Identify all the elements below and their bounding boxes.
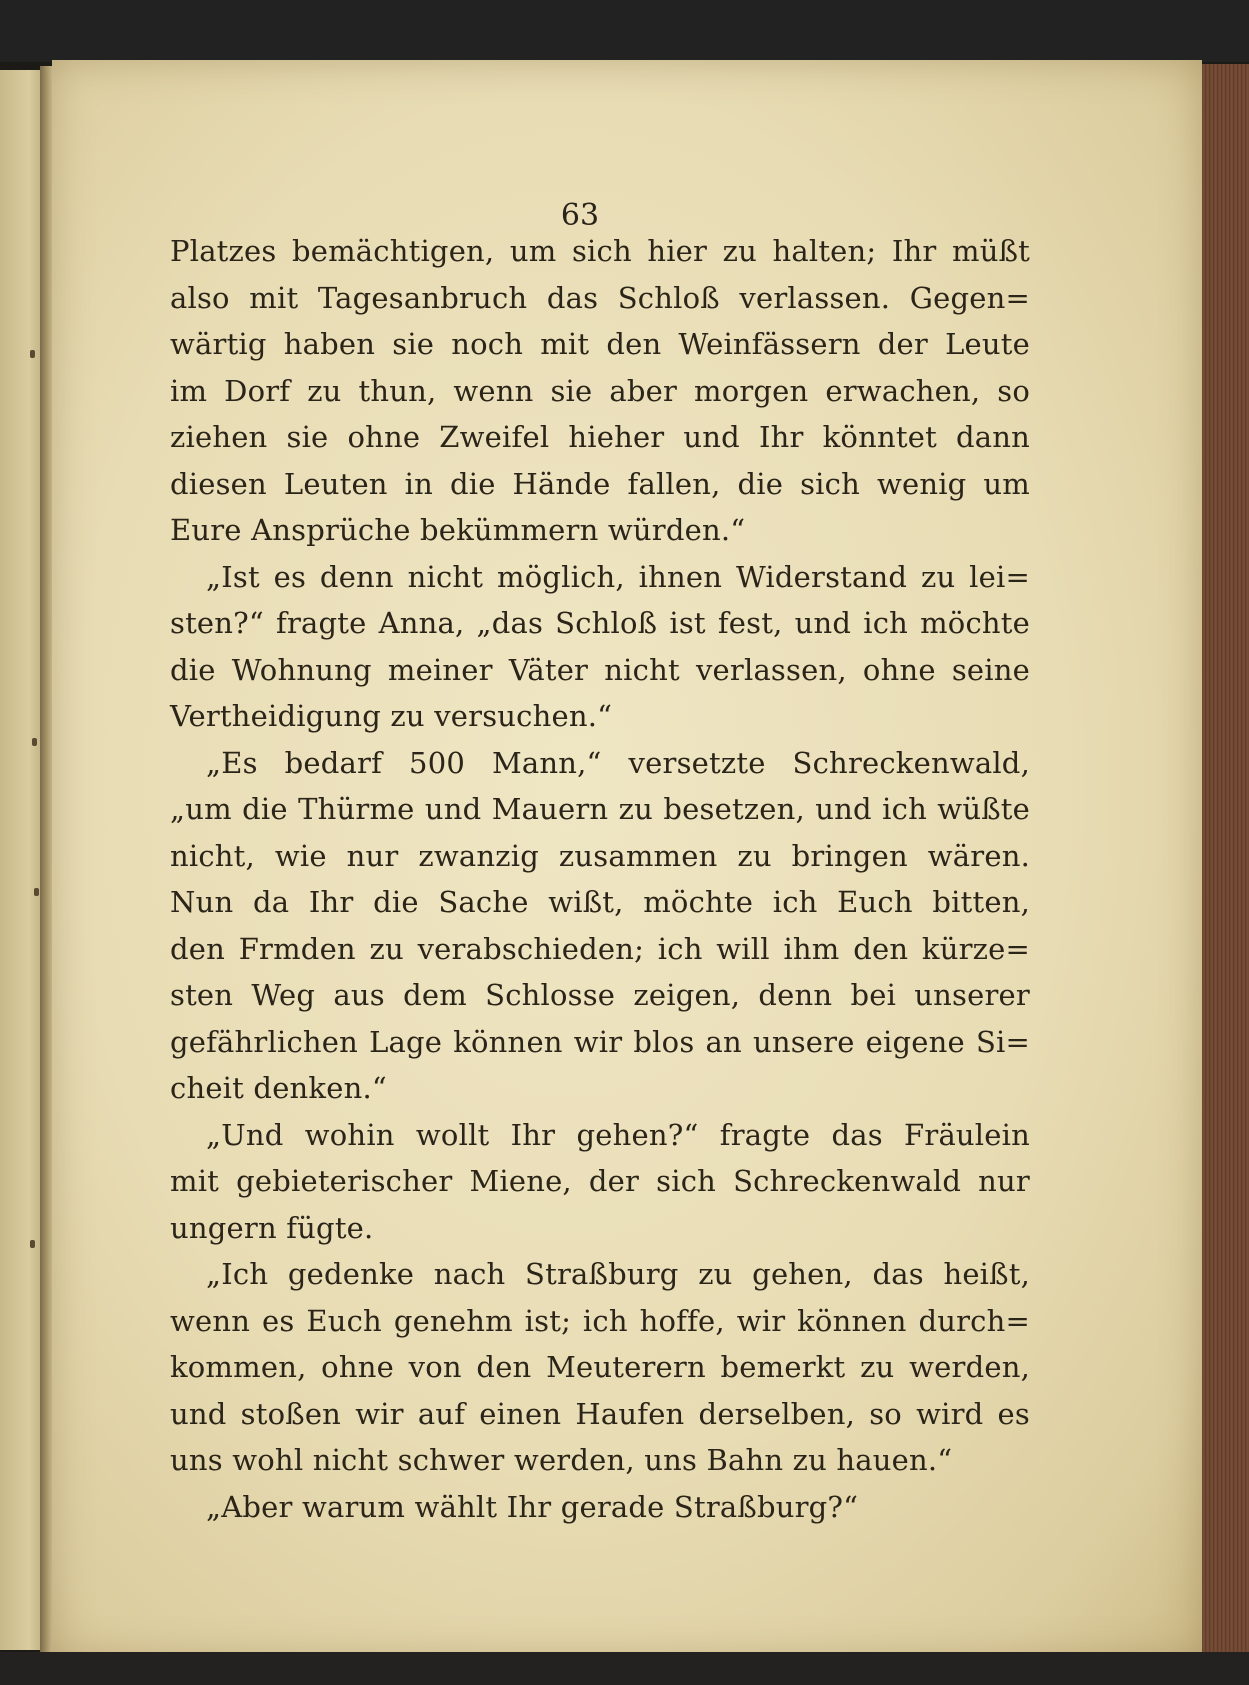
margin-speck [30,350,35,358]
text-line: die Wohnung meiner Väter nicht verlassen, ohne seine [170,652,1030,687]
text-line: „Aber warum wählt Ihr gerade Straßburg?“ [206,1489,859,1524]
text-line: „um die Thürme und Mauern zu besetzen, und ich wüßte [170,792,1030,826]
text-line: „Es bedarf 500 Mann,“ versetzte Schreckenwald, [206,745,1030,780]
text-line: ungern fügte. [170,1210,374,1245]
text-line: im Dorf zu thun, wenn sie aber morgen erwachen, so [170,373,1030,408]
text-line: cheit denken.“ [170,1071,387,1105]
text-line: wenn es Euch genehm ist; ich hoffe, wir können durch= [170,1303,1030,1338]
page-block-edge [1202,64,1249,1654]
text-line: nicht, wie nur zwanzig zusammen zu bringen wären. [170,838,1030,873]
margin-speck [34,888,39,896]
text-line: „Ich gedenke nach Straßburg zu gehen, das heißt, [206,1257,1030,1291]
text-line: „Ist es denn nicht möglich, ihnen Widerstand zu lei= [206,559,1030,594]
text-line: wärtig haben sie noch mit den Weinfässern der Leute [170,327,1030,361]
text-line: Nun da Ihr die Sache wißt, möchte ich Euch bitten, [170,885,1030,919]
body-text [170,228,1030,1530]
text-line: uns wohl nicht schwer werden, uns Bahn zu hauen.“ [170,1443,953,1477]
text-line: „Und wohin wollt Ihr gehen?“ fragte das Fräulein [206,1117,1030,1152]
text-line: Eure Ansprüche bekümmern würden.“ [170,513,746,547]
text-line: diesen Leuten in die Hände fallen, die sich wenig um [170,466,1030,501]
text-line: kommen, ohne von den Meuterern bemerkt zu werden, [170,1350,1030,1384]
margin-speck [32,738,37,746]
text-line: den Frmden zu verabschieden; ich will ihm den kürze= [170,931,1030,966]
scanner-background-bottom [0,1652,1249,1685]
text-line: sten Weg aus dem Schlosse zeigen, denn bei unserer [170,978,1030,1012]
text-line: Vertheidigung zu versuchen.“ [170,699,613,733]
text-line: ziehen sie ohne Zweifel hieher und Ihr könntet dann [170,420,1030,454]
text-line: sten?“ fragte Anna, „das Schloß ist fest, und ich möchte [170,606,1030,640]
scanner-background-top [0,0,1249,62]
text-line: also mit Tagesanbruch das Schloß verlassen. Gegen= [170,280,1030,315]
text-line: gefährlichen Lage können wir blos an unsere eigene Si= [170,1024,1030,1059]
page-number: 63 [560,198,600,233]
text-line: mit gebieterischer Miene, der sich Schreckenwald nur [170,1164,1030,1198]
text-line: und stoßen wir auf einen Haufen derselben, so wird es [170,1396,1030,1431]
margin-speck [30,1240,35,1248]
text-line: Platzes bemächtigen, um sich hier zu halten; Ihr müßt [170,234,1030,268]
